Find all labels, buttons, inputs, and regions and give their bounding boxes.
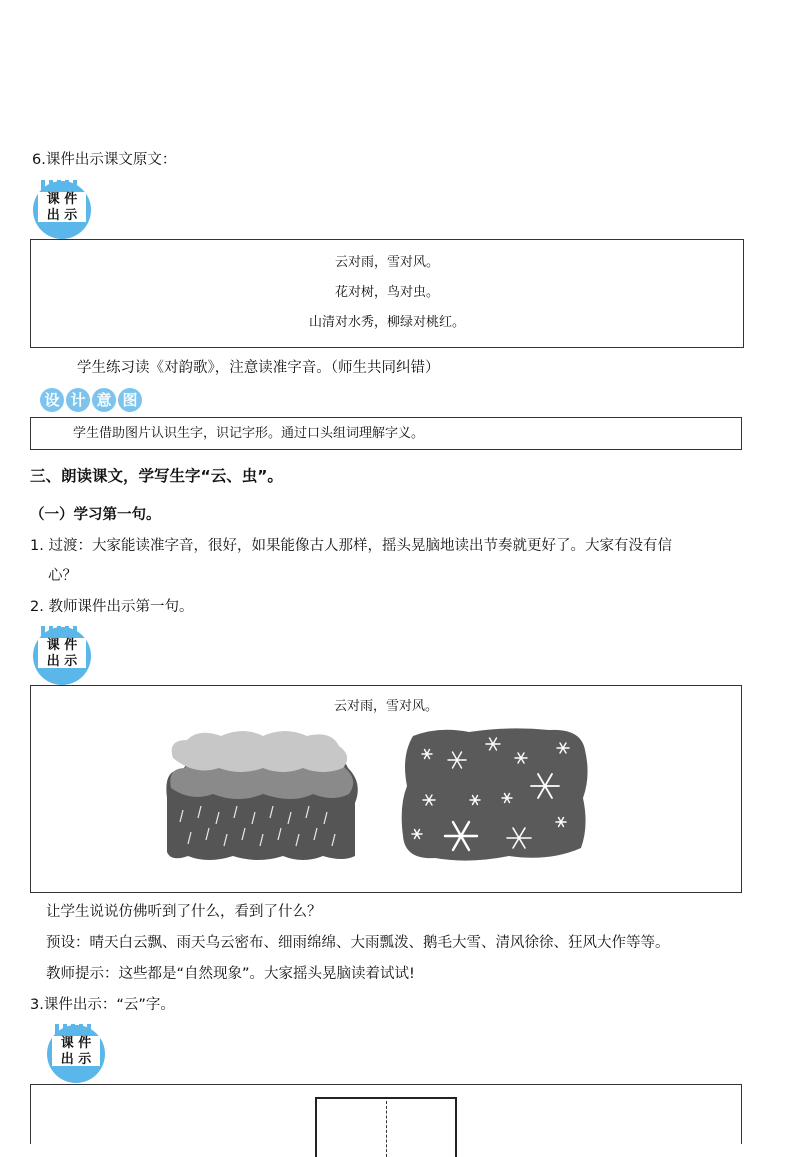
poem-line-1: 云对雨，雪对风。 bbox=[334, 255, 439, 270]
snowflakes-image bbox=[399, 726, 591, 864]
badge-line1: 课 件 bbox=[60, 1036, 92, 1051]
step6-label: 6.课件出示课文原文： bbox=[32, 152, 177, 168]
section3-title: 三、朗读课文，学写生字“云、虫”。 bbox=[30, 467, 283, 485]
badge-line2: 出 示 bbox=[46, 208, 78, 223]
design-char-4: 图 bbox=[118, 388, 142, 412]
question-1: 让学生说说仿佛听到了什么，看到了什么？ bbox=[46, 904, 322, 920]
grid-center-line bbox=[386, 1101, 387, 1157]
courseware-badge-icon bbox=[32, 626, 92, 686]
courseware-badge-icon bbox=[32, 180, 92, 240]
badge-line2: 出 示 bbox=[46, 654, 78, 669]
design-intent-text: 学生借助图片认识生字，识记字形。通过口头组词理解字义。 bbox=[73, 426, 425, 441]
item1-line-b: 心？ bbox=[48, 568, 77, 584]
badge-line1: 课 件 bbox=[46, 192, 78, 207]
design-intent-box bbox=[30, 417, 742, 450]
picture-caption: 云对雨，雪对风。 bbox=[333, 699, 438, 714]
teacher-hint: 教师提示：这些都是“自然现象”。大家摇头晃脑读着试试! bbox=[46, 966, 415, 982]
design-char-3: 意 bbox=[92, 388, 116, 412]
poem-line-3: 山清对水秀，柳绿对桃红。 bbox=[308, 315, 465, 330]
item3-text: 3.课件出示：“云”字。 bbox=[30, 997, 175, 1013]
poem-line-2: 花对树，鸟对虫。 bbox=[334, 285, 439, 300]
item1-line-a: 1. 过渡：大家能读准字音，很好，如果能像古人那样，摇头晃脑地读出节奏就更好了。大家有没有信 bbox=[30, 538, 672, 554]
character-box bbox=[30, 1084, 742, 1144]
picture-box bbox=[30, 685, 742, 893]
item2-text: 2. 教师课件出示第一句。 bbox=[30, 599, 194, 615]
badge-line2: 出 示 bbox=[60, 1052, 92, 1067]
question-2: 预设：晴天白云飘、雨天乌云密布、细雨绵绵、大雨瓢泼、鹅毛大雪、清风徐徐、狂风大作等等。 bbox=[46, 935, 670, 951]
practice-text: 学生练习读《对韵歌》，注意读准字音。（师生共同纠错） bbox=[77, 360, 440, 376]
section3-sub1: （一）学习第一句。 bbox=[30, 507, 161, 523]
rain-clouds-image bbox=[163, 728, 359, 864]
poem-box bbox=[30, 239, 744, 348]
design-char-1: 设 bbox=[40, 388, 64, 412]
tianzige-grid bbox=[315, 1097, 457, 1157]
design-intent-label bbox=[40, 388, 142, 412]
badge-line1: 课 件 bbox=[46, 638, 78, 653]
design-char-2: 计 bbox=[66, 388, 90, 412]
courseware-badge-icon bbox=[46, 1024, 106, 1084]
